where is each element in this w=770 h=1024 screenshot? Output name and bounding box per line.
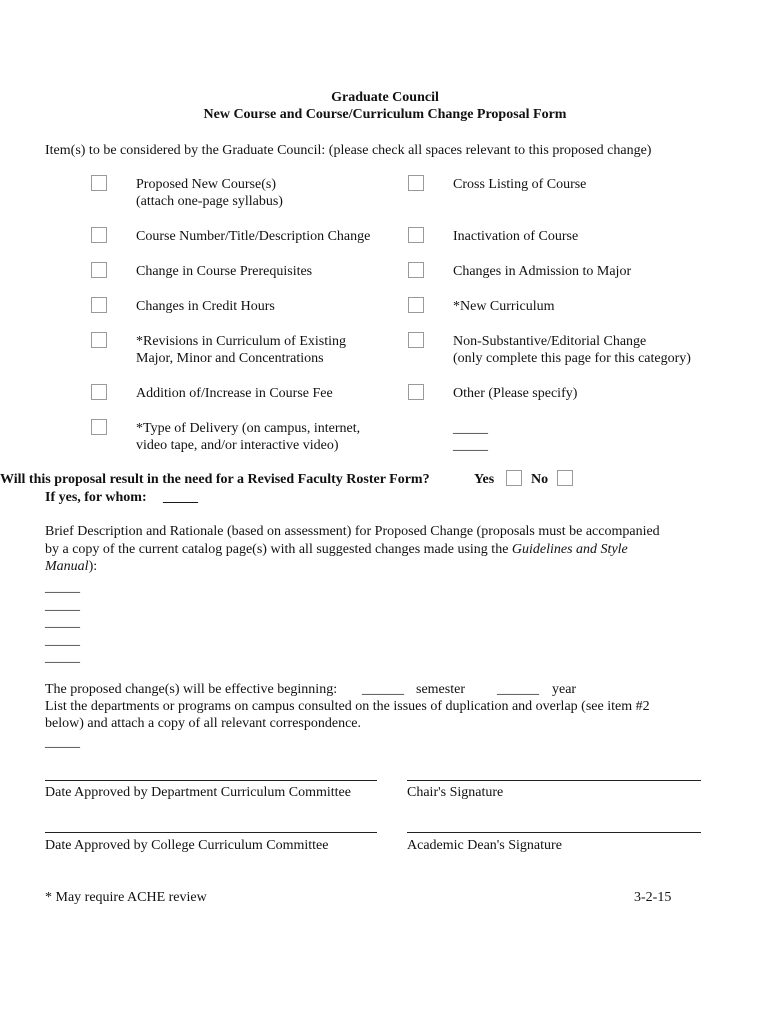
checkbox-new-curriculum[interactable] <box>408 297 424 313</box>
dean-signature-label: Academic Dean's Signature <box>407 838 562 853</box>
checkbox-other[interactable] <box>408 384 424 400</box>
label-inactivation: Inactivation of Course <box>453 229 579 244</box>
effective-semester-blank[interactable]: ______ <box>362 682 404 697</box>
form-title: Graduate Council <box>331 90 439 105</box>
checkbox-cross-listing[interactable] <box>408 175 424 191</box>
roster-for-whom-label: If yes, for whom: <box>45 490 147 505</box>
label-course-fee: Addition of/Increase in Course Fee <box>136 386 333 401</box>
label-editorial-2: (only complete this page for this category) <box>453 351 691 366</box>
checkbox-new-course[interactable] <box>91 175 107 191</box>
chair-signature-label: Chair's Signature <box>407 785 504 800</box>
description-blank[interactable]: _____ <box>45 633 80 648</box>
footer-date: 3-2-15 <box>634 890 672 905</box>
checkbox-admission[interactable] <box>408 262 424 278</box>
effective-year-blank[interactable]: ______ <box>497 682 539 697</box>
checkbox-inactivation[interactable] <box>408 227 424 243</box>
label-delivery-2: video tape, and/or interactive video) <box>136 438 339 453</box>
description-line-3 <box>45 558 97 575</box>
intro-text: Item(s) to be considered by the Graduate Council: (please check all spaces relevant to this proposed change) <box>45 143 652 158</box>
label-admission: Changes in Admission to Major <box>453 264 632 279</box>
label-prereqs: Change in Course Prerequisites <box>136 264 313 279</box>
effective-semester-label: semester <box>416 682 465 697</box>
departments-line-2: below) and attach a copy of all relevant correspondence. <box>45 716 362 731</box>
label-new-course-note: (attach one-page syllabus) <box>136 194 283 209</box>
description-blank[interactable]: _____ <box>45 650 80 665</box>
label-number-title: Course Number/Title/Description Change <box>136 229 371 244</box>
description-line-2 <box>45 541 628 558</box>
departments-blank[interactable]: _____ <box>45 735 80 750</box>
dept-committee-signature-line[interactable] <box>45 780 377 781</box>
description-line-3-end: ): <box>88 559 98 574</box>
effective-label: The proposed change(s) will be effective beginning: <box>45 682 338 697</box>
label-delivery-1: *Type of Delivery (on campus, internet, <box>136 421 361 436</box>
label-cross-listing: Cross Listing of Course <box>453 177 587 192</box>
footer-note: * May require ACHE review <box>45 890 207 905</box>
description-blank[interactable]: _____ <box>45 598 80 613</box>
roster-no-label: No <box>531 472 549 487</box>
label-other: Other (Please specify) <box>453 386 578 401</box>
checkbox-roster-no[interactable] <box>557 470 573 486</box>
checkbox-revisions[interactable] <box>91 332 107 348</box>
label-new-course: Proposed New Course(s) <box>136 177 276 192</box>
roster-question: Will this proposal result in the need for a Revised Faculty Roster Form? <box>0 472 430 487</box>
other-specify-blank-2[interactable]: _____ <box>453 438 488 453</box>
effective-year-label: year <box>552 682 577 697</box>
other-specify-blank-1[interactable]: _____ <box>453 421 488 436</box>
dean-signature-line[interactable] <box>407 832 701 833</box>
label-credit-hours: Changes in Credit Hours <box>136 299 275 314</box>
description-line-1: Brief Description and Rationale (based on assessment) for Proposed Change (proposals must be accompanied <box>45 524 660 539</box>
dept-committee-label: Date Approved by Department Curriculum Committee <box>45 785 351 800</box>
description-blank[interactable]: _____ <box>45 580 80 595</box>
roster-yes-label: Yes <box>474 472 495 487</box>
chair-signature-line[interactable] <box>407 780 701 781</box>
checkbox-number-title[interactable] <box>91 227 107 243</box>
roster-for-whom-blank[interactable]: _____ <box>163 490 198 505</box>
description-line-2-text: by a copy of the current catalog page(s) with all suggested changes made using the <box>45 542 509 557</box>
description-blank[interactable]: _____ <box>45 615 80 630</box>
college-committee-signature-line[interactable] <box>45 832 377 833</box>
label-revisions-2: Major, Minor and Concentrations <box>136 351 324 366</box>
label-revisions-1: *Revisions in Curriculum of Existing <box>136 334 346 349</box>
checkbox-roster-yes[interactable] <box>506 470 522 486</box>
departments-line-1: List the departments or programs on campus consulted on the issues of duplication and overlap (see item #2 <box>45 699 650 714</box>
description-manual-italic: Manual <box>45 559 89 574</box>
college-committee-label: Date Approved by College Curriculum Committee <box>45 838 329 853</box>
checkbox-credit-hours[interactable] <box>91 297 107 313</box>
checkbox-course-fee[interactable] <box>91 384 107 400</box>
label-editorial-1: Non-Substantive/Editorial Change <box>453 334 647 349</box>
checkbox-editorial[interactable] <box>408 332 424 348</box>
checkbox-prereqs[interactable] <box>91 262 107 278</box>
form-subtitle: New Course and Course/Curriculum Change Proposal Form <box>203 107 567 122</box>
label-new-curriculum: *New Curriculum <box>453 299 555 314</box>
checkbox-delivery[interactable] <box>91 419 107 435</box>
description-guidelines-italic: Guidelines and Style <box>511 542 628 557</box>
